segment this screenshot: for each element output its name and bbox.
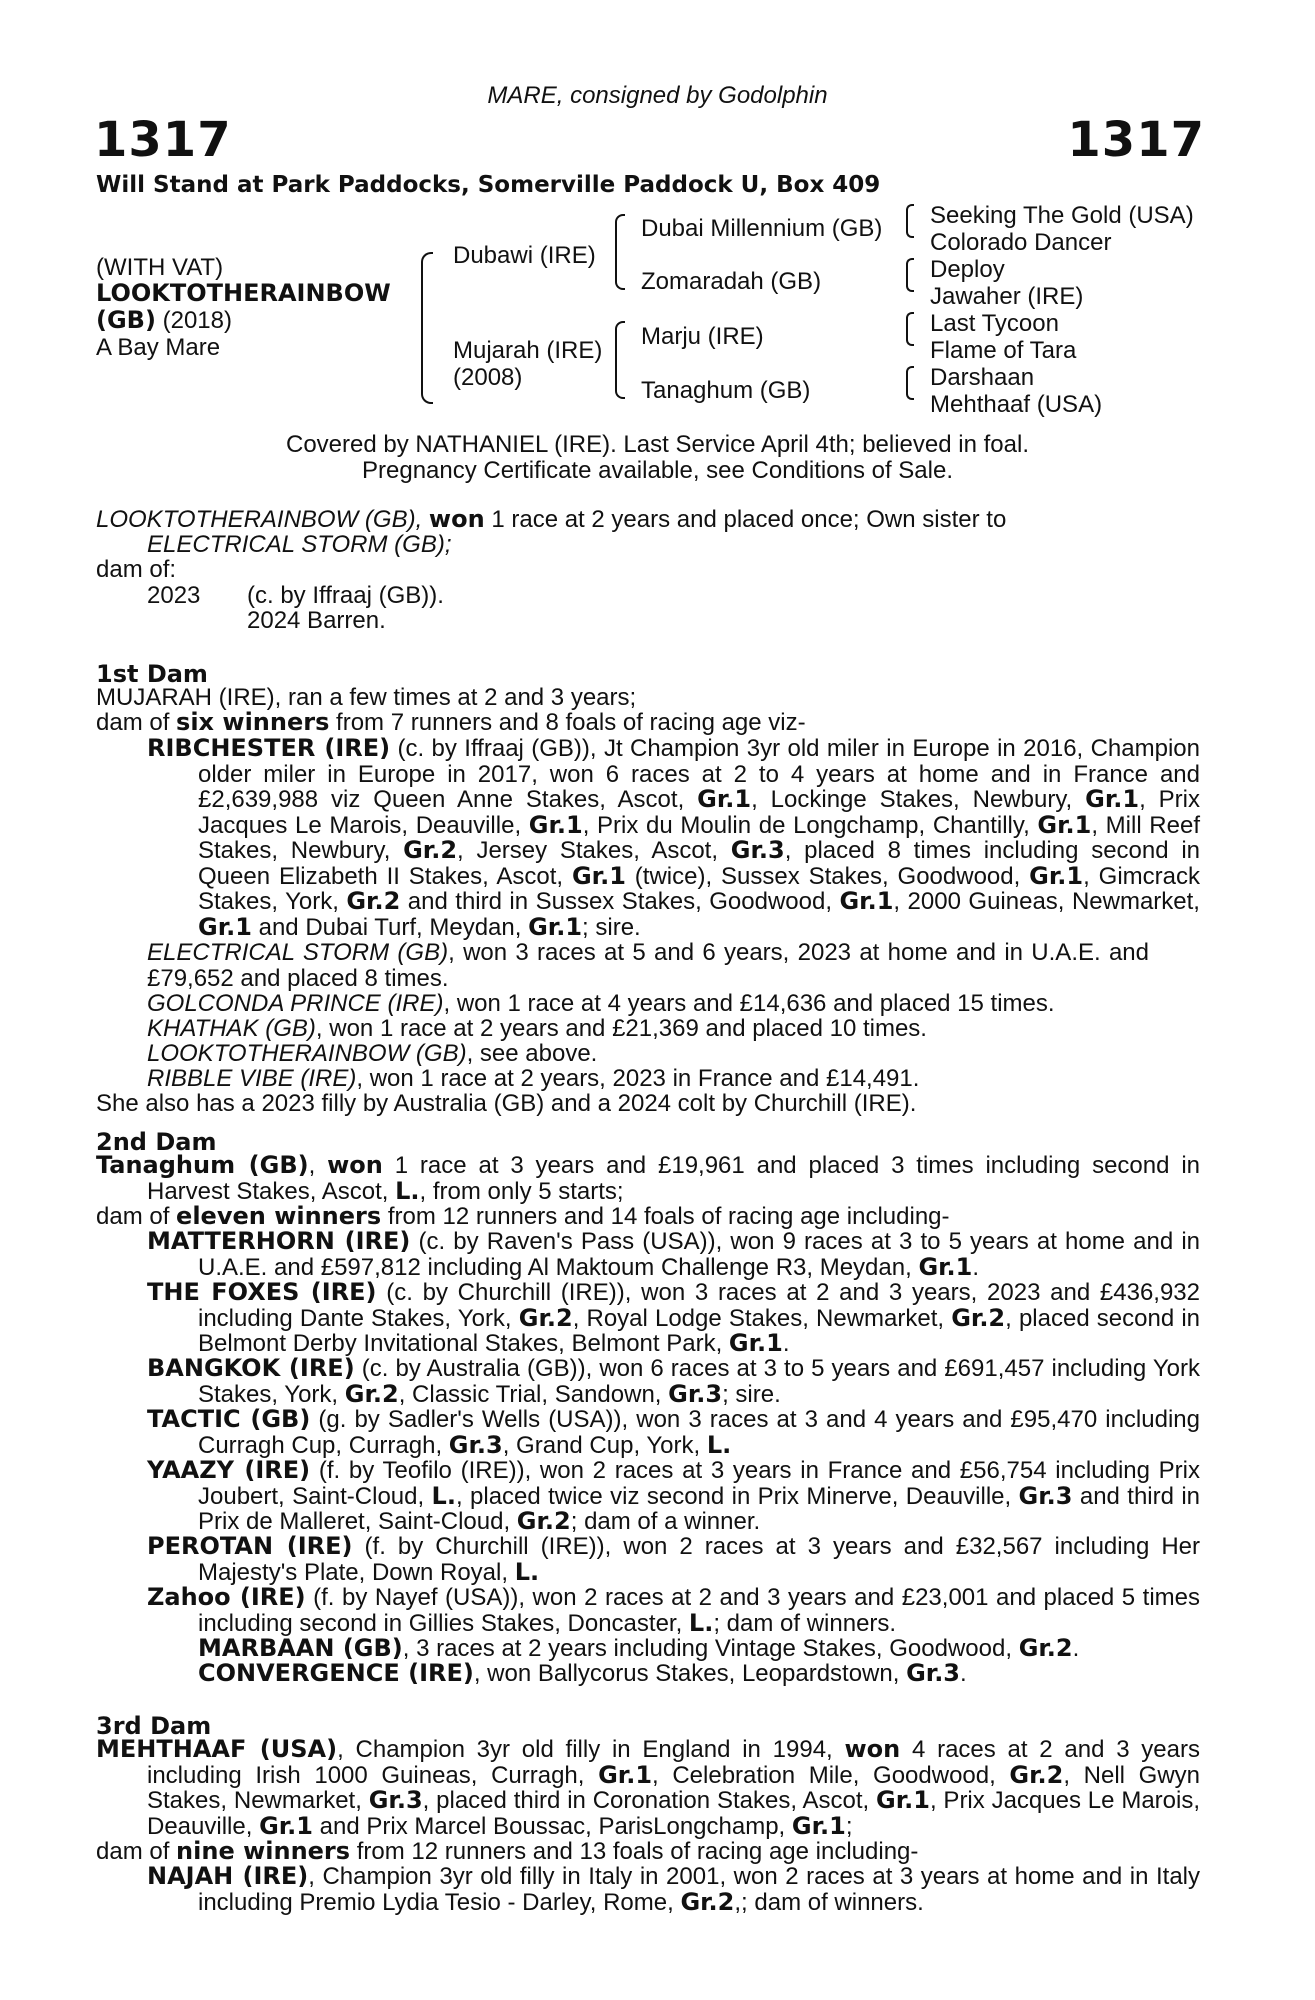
pedigree-brace-dam bbox=[615, 321, 625, 399]
lot-number-right: 1317 bbox=[1067, 112, 1205, 168]
pedigree-dam-dam: Tanaghum (GB) bbox=[641, 377, 811, 404]
pedigree-sdd: Jawaher (IRE) bbox=[930, 283, 1084, 310]
ribble-vibe-entry: RIBBLE VIBE (IRE), won 1 race at 2 years, 2023 in France and £14,491. bbox=[147, 1065, 920, 1092]
pedigree-brace-main bbox=[421, 252, 433, 404]
perotan-entry: PEROTAN (IRE) (f. by Churchill (IRE)), won 2 races at 3 years and £32,567 including Her Majesty's Plate, Down Royal, L. bbox=[147, 1532, 1200, 1586]
produce-2024: 2024 Barren. bbox=[247, 607, 386, 634]
intro-sister: ELECTRICAL STORM (GB); bbox=[147, 531, 452, 558]
electrical-storm-entry: ELECTRICAL STORM (GB), won 3 races at 5 and 6 years, 2023 at home and in U.A.E. and £79,652 and placed 8 times. bbox=[147, 939, 1149, 992]
first-dam-also: She also has a 2023 filly by Australia (GB) and a 2024 colt by Churchill (IRE). bbox=[96, 1090, 917, 1117]
horse-description: A Bay Mare bbox=[96, 334, 221, 361]
mehthaaf-entry: MEHTHAAF (USA), Champion 3yr old filly in England in 1994, won 4 races at 2 and 3 years including Irish 1000 Guineas, Curragh, Gr.1, Celebration Mile, Goodwood, Gr.2, Nell Gwyn Stakes, Newmarket, Gr.3, placed third in Coronation Stakes, Ascot, Gr.1, Prix Jacques Le Marois, Deauville, Gr.1 and Prix Marcel Boussac, ParisLongchamp, Gr.1; bbox=[96, 1735, 1200, 1840]
horse-country-year bbox=[96, 307, 232, 334]
yaazy-entry: YAAZY (IRE) (f. by Teofilo (IRE)), won 2 races at 3 years in France and £56,754 including Prix Joubert, Saint-Cloud, L., placed twice viz second in Prix Minerve, Deauville, Gr.3 and third in Prix de Malleret, Saint-Cloud, Gr.2; dam of a winner. bbox=[147, 1456, 1201, 1535]
convergence-entry: CONVERGENCE (IRE), won Ballycorus Stakes, Leopardstown, Gr.3. bbox=[198, 1659, 967, 1687]
pedigree-brace-sd bbox=[906, 258, 914, 292]
pedigree-dss: Last Tycoon bbox=[930, 310, 1059, 337]
horse-year: (2018) bbox=[162, 307, 232, 334]
pedigree-sire-dam: Zomaradah (GB) bbox=[641, 268, 822, 295]
produce-2023: (c. by Iffraaj (GB)). bbox=[247, 582, 444, 609]
zahoo-entry: Zahoo (IRE) (f. by Nayef (USA)), won 2 races at 2 and 3 years and £23,001 and placed 5 times including second in Gillies Stakes, Doncaster, L.; dam of winners. bbox=[147, 1583, 1200, 1637]
intro-text: 1 race at 2 years and placed once; Own sister to bbox=[484, 506, 1007, 533]
pedigree-dds: Darshaan bbox=[930, 364, 1035, 391]
pedigree-sds: Deploy bbox=[930, 256, 1005, 283]
intro-dam-of: dam of: bbox=[96, 556, 177, 583]
pedigree-brace-sire bbox=[615, 214, 625, 290]
marbaan-entry: MARBAAN (GB), 3 races at 2 years including Vintage Stakes, Goodwood, Gr.2. bbox=[198, 1634, 1080, 1662]
first-dam-summary: dam of six winners from 7 runners and 8 foals of racing age viz- bbox=[96, 708, 806, 736]
looktotherainbow-entry: LOOKTOTHERAINBOW (GB), see above. bbox=[147, 1040, 598, 1067]
pedigree-ddd: Mehthaaf (USA) bbox=[930, 391, 1103, 418]
vat-note: (WITH VAT) bbox=[96, 254, 224, 281]
pedigree-sire-sire: Dubai Millennium (GB) bbox=[641, 215, 883, 242]
pedigree-sss: Seeking The Gold (USA) bbox=[930, 202, 1194, 229]
first-dam-line: MUJARAH (IRE), ran a few times at 2 and 3 years; bbox=[96, 684, 637, 711]
pedigree-dam: Mujarah (IRE) bbox=[453, 337, 603, 364]
lot-subtitle: MARE, consigned by Godolphin bbox=[487, 82, 828, 109]
intro-won: won bbox=[428, 505, 485, 533]
the-foxes-entry: THE FOXES (IRE) (c. by Churchill (IRE)), won 3 races at 2 and 3 years, 2023 and £436,932 including Dante Stakes, York, Gr.2, Royal Lodge Stakes, Newmarket, Gr.2, placed second in Belmont Derby Invitational Stakes, Belmont Park, Gr.1. bbox=[147, 1278, 1201, 1357]
khathak-entry: KHATHAK (GB), won 1 race at 2 years and £21,369 and placed 10 times. bbox=[147, 1015, 927, 1042]
pedigree-brace-ss bbox=[906, 204, 914, 238]
lot-number-left: 1317 bbox=[94, 112, 232, 168]
tanaghum-entry: Tanaghum (GB), won 1 race at 3 years and £19,961 and placed 3 times including second in Harvest Stakes, Ascot, L., from only 5 starts; bbox=[96, 1151, 1200, 1205]
first-dam-heading: 1st Dam bbox=[96, 660, 208, 688]
pedigree-dam-sire: Marju (IRE) bbox=[641, 323, 764, 350]
tactic-entry: TACTIC (GB) (g. by Sadler's Wells (USA)), won 3 races at 3 and 4 years and £95,470 including Curragh Cup, Curragh, Gr.3, Grand Cup, York, L. bbox=[147, 1405, 1200, 1459]
najah-entry: NAJAH (IRE), Champion 3yr old filly in Italy in 2001, won 2 races at 3 years at home and in Italy including Premio Lydia Tesio - Darley, Rome, Gr.2,; dam of winners. bbox=[147, 1862, 1200, 1916]
bangkok-entry: BANGKOK (IRE) (c. by Australia (GB)), won 6 races at 3 to 5 years and £691,457 including York Stakes, York, Gr.2, Classic Trial, Sandown, Gr.3; sire. bbox=[147, 1354, 1200, 1408]
horse-name: LOOKTOTHERAINBOW bbox=[96, 279, 391, 307]
horse-country: (GB) bbox=[96, 306, 156, 334]
pedigree-ssd: Colorado Dancer bbox=[930, 229, 1112, 256]
pedigree-brace-dd bbox=[906, 366, 914, 400]
pedigree-brace-ds bbox=[906, 312, 914, 346]
second-dam-heading: 2nd Dam bbox=[96, 1128, 217, 1156]
pedigree-dam-year: (2008) bbox=[453, 364, 523, 391]
intro-horse-name: LOOKTOTHERAINBOW (GB), bbox=[96, 506, 423, 533]
stand-location: Will Stand at Park Paddocks, Somerville Paddock U, Box 409 bbox=[96, 172, 881, 198]
third-dam-heading: 3rd Dam bbox=[96, 1712, 212, 1740]
pedigree-dsd: Flame of Tara bbox=[930, 337, 1077, 364]
second-dam-summary: dam of eleven winners from 12 runners and 14 foals of racing age including- bbox=[96, 1202, 950, 1230]
produce-year: 2023 bbox=[147, 582, 201, 609]
golconda-entry: GOLCONDA PRINCE (IRE), won 1 race at 4 years and £14,636 and placed 15 times. bbox=[147, 990, 1055, 1017]
ribchester-entry: RIBCHESTER (IRE) (c. by Iffraaj (GB)), Jt Champion 3yr old miler in Europe in 2016, Champion older miler in Europe in 2017, won 6 races at 2 to 4 years at home and in France and £2,639,988 viz Queen Anne Stakes, Ascot, Gr.1, Lockinge Stakes, Newbury, Gr.1, Prix Jacques Le Marois, Deauville, Gr.1, Prix du Moulin de Longchamp, Chantilly, Gr.1, Mill Reef Stakes, Newbury, Gr.2, Jersey Stakes, Ascot, Gr.3, placed 8 times including second in Queen Elizabeth II Stakes, Ascot, Gr.1 (twice), Sussex Stakes, Goodwood, Gr.1, Gimcrack Stakes, York, Gr.2 and third in Sussex Stakes, Goodwood, Gr.1, 2000 Guineas, Newmarket, Gr.1 and Dubai Turf, Meydan, Gr.1; sire. bbox=[147, 734, 1201, 941]
covered-line2: Pregnancy Certificate available, see Conditions of Sale. bbox=[362, 457, 953, 484]
matterhorn-entry: MATTERHORN (IRE) (c. by Raven's Pass (USA)), won 9 races at 3 to 5 years at home and in U.A.E. and £597,812 including Al Maktoum Challenge R3, Meydan, Gr.1. bbox=[147, 1227, 1200, 1281]
pedigree-sire: Dubawi (IRE) bbox=[453, 242, 596, 269]
third-dam-summary: dam of nine winners from 12 runners and 13 foals of racing age including- bbox=[96, 1837, 919, 1865]
covered-line1: Covered by NATHANIEL (IRE). Last Service April 4th; believed in foal. bbox=[286, 431, 1029, 458]
intro-line bbox=[96, 507, 1200, 533]
